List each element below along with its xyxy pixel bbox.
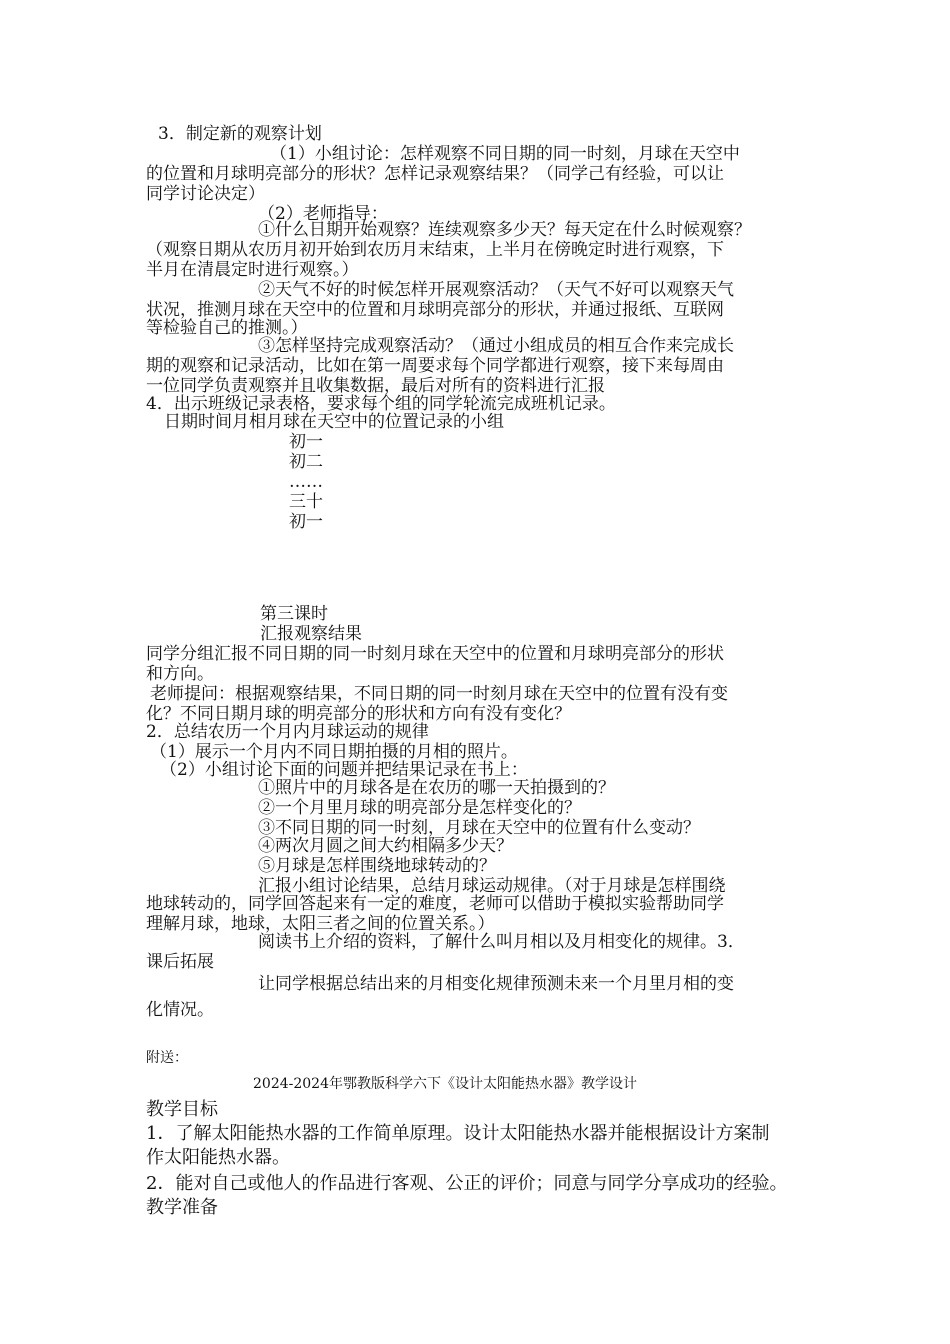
section-heading: 教学准备: [146, 1197, 218, 1218]
section-heading: 教学目标: [146, 1099, 218, 1120]
paragraph-line: 作太阳能热水器。: [146, 1147, 290, 1168]
section-heading: 2．总结农历一个月内月球运动的规律: [146, 722, 429, 742]
table-row: 三十: [289, 492, 323, 512]
section-heading: 课后拓展: [146, 952, 214, 972]
paragraph-line: 让同学根据总结出来的月相变化规律预测未来一个月里月相的变: [258, 974, 734, 994]
paragraph-line: ②天气不好的时候怎样开展观察活动？（天气不好可以观察天气: [258, 280, 734, 300]
paragraph-line: 地球转动的，同学回答起来有一定的难度，老师可以借助于模拟实验帮助同学: [146, 894, 724, 914]
paragraph-line: 化？不同日期月球的明亮部分的形状和方向有没有变化？: [146, 704, 571, 724]
paragraph-line: 4．出示班级记录表格，要求每个组的同学轮流完成班机记录。: [146, 394, 616, 414]
paragraph-line: （1）小组讨论：怎样观察不同日期的同一时刻，月球在天空中: [270, 144, 740, 164]
list-item: ④两次月圆之间大约相隔多少天？: [258, 836, 513, 856]
paragraph-line: 一位同学负责观察并且收集数据，最后对所有的资料进行汇报: [146, 376, 605, 396]
paragraph-line: 2．能对自己或他人的作品进行客观、公正的评价；同意与同学分享成功的经验。: [146, 1173, 788, 1194]
table-row: 初一: [289, 512, 323, 532]
document-title: 2024-2024年鄂教版科学六下《设计太阳能热水器》教学设计: [253, 1076, 637, 1092]
paragraph-line: 同学讨论决定）: [146, 184, 265, 204]
paragraph-line: 同学分组汇报不同日期的同一时刻月球在天空中的位置和月球明亮部分的形状: [146, 644, 724, 664]
paragraph-line: 化情况。: [146, 1000, 214, 1020]
paragraph-line: ①什么日期开始观察？连续观察多少天？每天定在什么时候观察？: [258, 220, 751, 240]
table-row: 初一: [289, 432, 323, 452]
paragraph-line: 和方向。: [146, 664, 214, 684]
paragraph-line: 理解月球，地球，太阳三者之间的位置关系。）: [146, 914, 495, 934]
paragraph-line: （观察日期从农历月初开始到农历月末结束，上半月在傍晚定时进行观察，下: [146, 240, 724, 260]
table-row: 初二: [289, 452, 323, 472]
list-item: ③不同日期的同一时刻，月球在天空中的位置有什么变动？: [258, 818, 700, 838]
paragraph-line: （2）小组讨论下面的问题并把结果记录在书上：: [160, 760, 528, 780]
paragraph-line: 期的观察和记录活动，比如在第一周要求每个同学都进行观察，接下来每周由: [146, 356, 724, 376]
appendix-label: 附送：: [146, 1050, 188, 1066]
section-heading: 汇报观察结果: [260, 624, 362, 644]
paragraph-line: ③怎样坚持完成观察活动？（通过小组成员的相互合作来完成长: [258, 336, 734, 356]
paragraph-line: 半月在清晨定时进行观察。）: [146, 260, 359, 280]
table-header-line: 日期时间月相月球在天空中的位置记录的小组: [164, 412, 504, 432]
paragraph-line: 阅读书上介绍的资料，了解什么叫月相以及月相变化的规律。3．: [258, 932, 745, 952]
paragraph-line: 老师提问：根据观察结果，不同日期的同一时刻月球在天空中的位置有没有变: [150, 684, 728, 704]
table-row: ……: [289, 472, 323, 492]
section-heading: 3．制定新的观察计划: [158, 124, 322, 144]
paragraph-line: （2）老师指导：: [258, 204, 388, 224]
list-item: ①照片中的月球各是在农历的哪一天拍摄到的？: [258, 778, 615, 798]
lesson-title: 第三课时: [260, 604, 328, 624]
paragraph-line: 状况，推测月球在天空中的位置和月球明亮部分的形状，并通过报纸、互联网: [146, 300, 724, 320]
list-item: ②一个月里月球的明亮部分是怎样变化的？: [258, 798, 581, 818]
paragraph-line: （1）展示一个月内不同日期拍摄的月相的照片。: [150, 742, 518, 762]
paragraph-line: 的位置和月球明亮部分的形状？怎样记录观察结果？（同学己有经验，可以让: [146, 164, 724, 184]
paragraph-line: 汇报小组讨论结果，总结月球运动规律。（对于月球是怎样围绕: [258, 876, 726, 896]
list-item: ⑤月球是怎样围绕地球转动的？: [258, 856, 496, 876]
paragraph-line: 1．了解太阳能热水器的工作简单原理。设计太阳能热水器并能根据设计方案制: [146, 1123, 770, 1144]
paragraph-line: 等检验自己的推测。）: [146, 318, 308, 338]
